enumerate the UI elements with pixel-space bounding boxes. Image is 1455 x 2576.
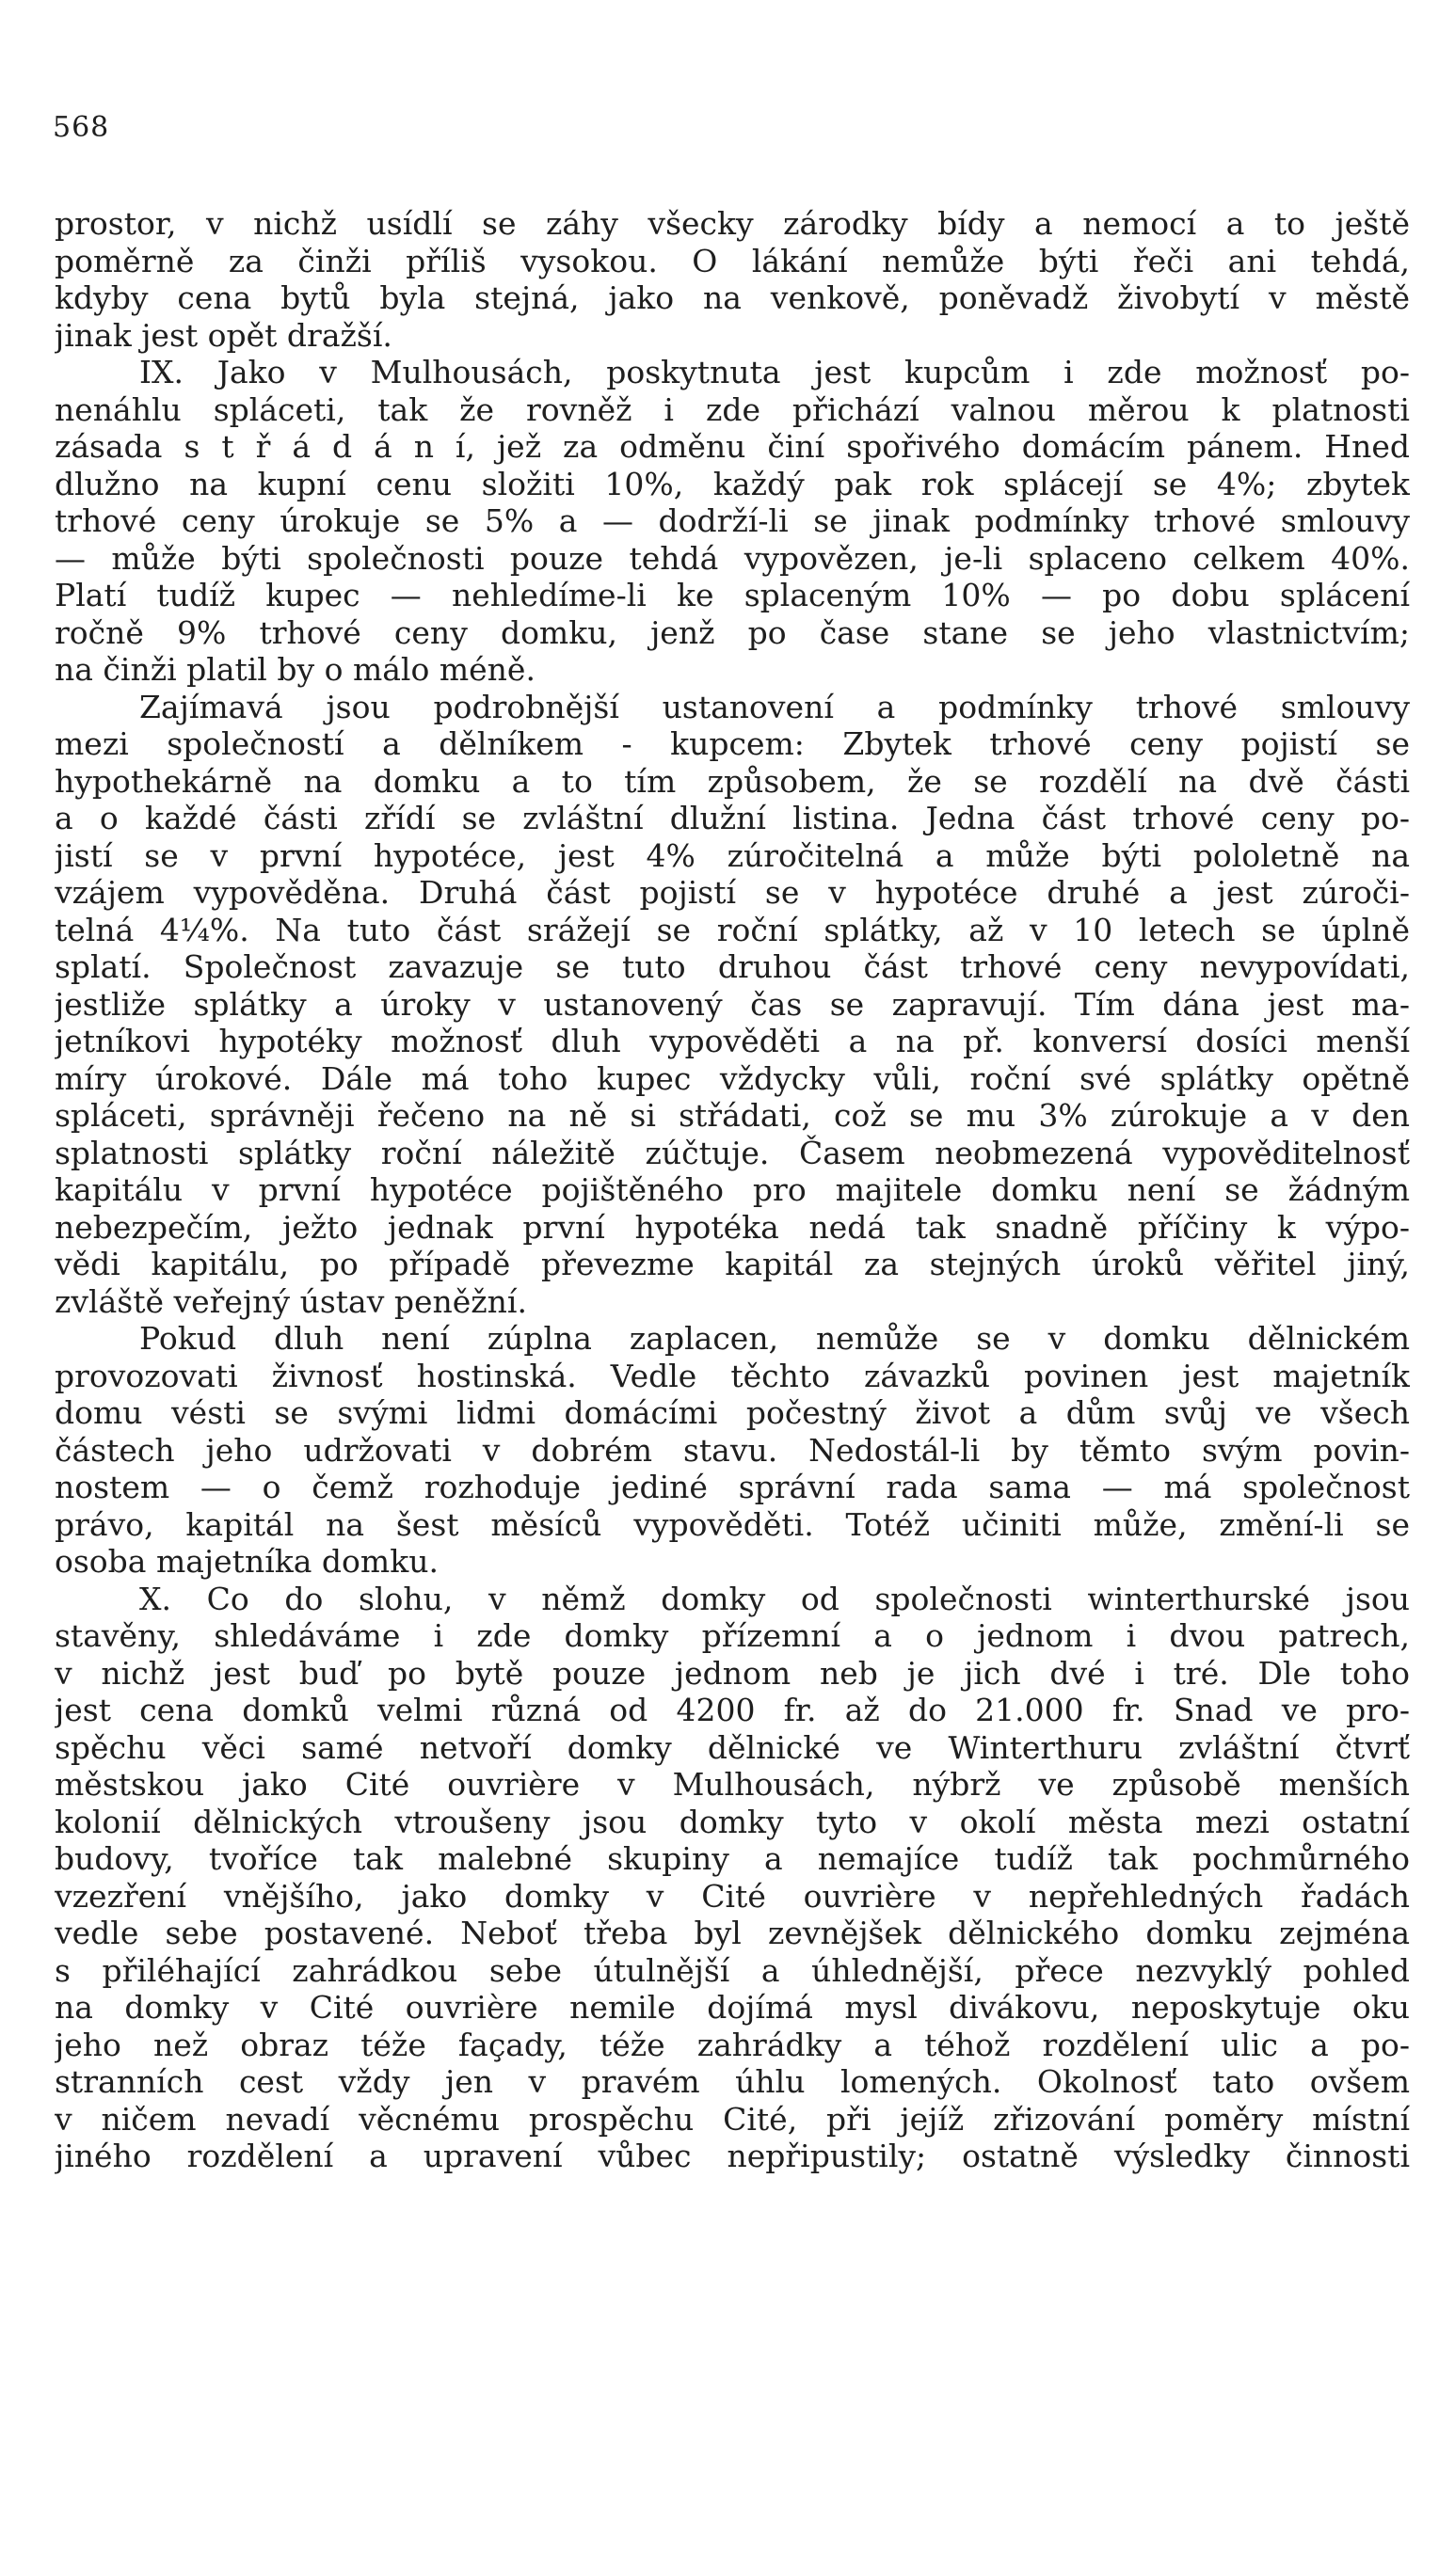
text-line: zvláště veřejný ústav peněžní.	[55, 1282, 527, 1320]
text-line: domu vésti se svými lidmi domácími počestný život a dům svůj ve všech	[55, 1394, 1410, 1431]
text-line: nenáhlu spláceti, tak že rovněž i zde přichází valnou měrou k platnosti	[55, 390, 1410, 428]
text-line: dlužno na kupní cenu složiti 10%, každý pak rok splácejí se 4%; zbytek	[55, 465, 1410, 502]
text-line: mezi společností a dělníkem - kupcem: Zbytek trhové ceny pojistí se	[55, 725, 1410, 762]
text-line: kolonií dělnických vtroušeny jsou domky tyto v okolí města mezi ostatní	[55, 1803, 1410, 1840]
text-line: — může býti společnosti pouze tehdá vypovězen, je-li splaceno celkem 40%.	[55, 539, 1410, 577]
text-line: kapitálu v první hypotéce pojištěného pro majitele domku není se žádným	[55, 1171, 1410, 1208]
text-line: jest cena domků velmi různá od 4200 fr. až do 21.000 fr. Snad ve pro-	[55, 1692, 1410, 1728]
text-line: právo, kapitál na šest měsíců vypověděti. Totéž učiniti může, změní-li se	[55, 1505, 1410, 1543]
text-line: jistí se v první hypotéce, jest 4% zúročitelná a může býti pololetně na	[55, 836, 1410, 874]
text-line: částech jeho udržovati v dobrém stavu. Nedostál-li by těmto svým povin-	[55, 1431, 1410, 1469]
text-line: Pokud dluh není zúplna zaplacen, nemůže se v domku dělnickém	[139, 1320, 1410, 1357]
text-line: a o každé části zřídí se zvláštní dlužní listina. Jedna část trhové ceny po-	[55, 800, 1410, 836]
text-line: trhové ceny úrokuje se 5% a — dodrží-li se jinak podmínky trhové smlouvy	[55, 502, 1410, 539]
text-line: městskou jako Cité ouvrière v Mulhousách, nýbrž ve způsobě menších	[55, 1766, 1410, 1803]
text-line: spěchu věci samé netvoří domky dělnické ve Winterthuru zvláštní čtvrť	[55, 1728, 1410, 1766]
text-line: provozovati živnosť hostinská. Vedle těchto závazků povinen jest majetník	[55, 1357, 1410, 1394]
text-line: nostem — o čemž rozhoduje jediné správní rada sama — má společnost	[55, 1469, 1410, 1505]
text-line: splatí. Společnost zavazuje se tuto druhou část trhové ceny nevypovídati,	[55, 948, 1410, 985]
text-line: osoba majetníka domku.	[55, 1543, 439, 1580]
text-line: prostor, v nichž usídlí se záhy všecky zárodky bídy a nemocí a to ještě	[55, 205, 1410, 242]
text-line: vedle sebe postavené. Neboť třeba byl zevnějšek dělnického domku zejména	[55, 1915, 1410, 1951]
text-line: ročně 9% trhové ceny domku, jenž po čase stane se jeho vlastnictvím;	[55, 613, 1410, 651]
text-line: stavěny, shledáváme i zde domky přízemní a o jednom i dvou patrech,	[55, 1617, 1410, 1654]
text-line: nebezpečím, ježto jednak první hypotéka nedá tak snadně příčiny k výpo-	[55, 1208, 1410, 1246]
text-line: IX. Jako v Mulhousách, poskytnuta jest kupcům i zde možnosť po-	[139, 354, 1410, 390]
text-line: jeho než obraz téže façady, téže zahrádky a téhož rozdělení ulic a po-	[55, 2026, 1410, 2063]
text-line: jetníkovi hypotéky možnosť dluh vypověděti a na př. konversí dosíci menší	[55, 1023, 1410, 1059]
text-line: v nichž jest buď po bytě pouze jednom neb je jich dvé i tré. Dle toho	[55, 1654, 1410, 1692]
text-line: jinak jest opět dražší.	[55, 316, 392, 354]
text-line: vzájem vypověděna. Druhá část pojistí se v hypotéce druhé a jest zúroči-	[55, 874, 1410, 911]
text-line: stranních cest vždy jen v pravém úhlu lomených. Okolnosť tato ovšem	[55, 2063, 1410, 2100]
text-line: vzezření vnějšího, jako domky v Cité ouvrière v nepřehledných řadách	[55, 1877, 1410, 1915]
text-line: budovy, tvoříce tak malebné skupiny a nemajíce tudíž tak pochmůrného	[55, 1840, 1410, 1877]
text-line: vědi kapitálu, po případě převezme kapitál za stejných úroků věřitel jiný,	[55, 1246, 1410, 1282]
body-text	[55, 205, 1410, 2175]
text-line: s přiléhající zahrádkou sebe útulnější a úhlednější, přece nezvyklý pohled	[55, 1951, 1410, 1989]
text-line: Platí tudíž kupec — nehledíme-li ke splaceným 10% — po dobu splácení	[55, 577, 1410, 613]
text-line: telná 4¼%. Na tuto část srážejí se roční splátky, až v 10 letech se úplně	[55, 911, 1410, 948]
text-line: poměrně za činži příliš vysokou. O lákání nemůže býti řeči ani tehdá,	[55, 242, 1410, 279]
text-line: zásada s t ř á d á n í, jež za odměnu činí spořivého domácím pánem. Hned	[55, 428, 1410, 465]
text-line: jestliže splátky a úroky v ustanovený čas se zapravují. Tím dána jest ma-	[55, 985, 1410, 1023]
text-line: v ničem nevadí věcnému prospěchu Cité, při jejíž zřizování poměry místní	[55, 2100, 1410, 2138]
text-line: Zajímavá jsou podrobnější ustanovení a podmínky trhové smlouvy	[139, 688, 1410, 725]
text-line: míry úrokové. Dále má toho kupec vždycky vůli, roční své splátky opětně	[55, 1059, 1410, 1097]
text-line: na domky v Cité ouvrière nemile dojímá mysl divákovu, neposkytuje oku	[55, 1989, 1410, 2026]
text-line: kdyby cena bytů byla stejná, jako na venkově, poněvadž živobytí v městě	[55, 279, 1410, 316]
page-number: 568	[53, 111, 110, 144]
text-line: X. Co do slohu, v němž domky od společnosti winterthurské jsou	[139, 1580, 1410, 1617]
text-line: na činži platil by o málo méně.	[55, 651, 536, 688]
text-line: splatnosti splátky roční náležitě zúčtuje. Časem neobmezená vypověditelnosť	[55, 1134, 1410, 1171]
text-line: jiného rozdělení a upravení vůbec nepřipustily; ostatně výsledky činnosti	[55, 2138, 1410, 2174]
text-line: hypothekárně na domku a to tím způsobem, že se rozdělí na dvě části	[55, 762, 1410, 800]
text-line: spláceti, správněji řečeno na ně si střádati, což se mu 3% zúrokuje a v den	[55, 1097, 1410, 1134]
